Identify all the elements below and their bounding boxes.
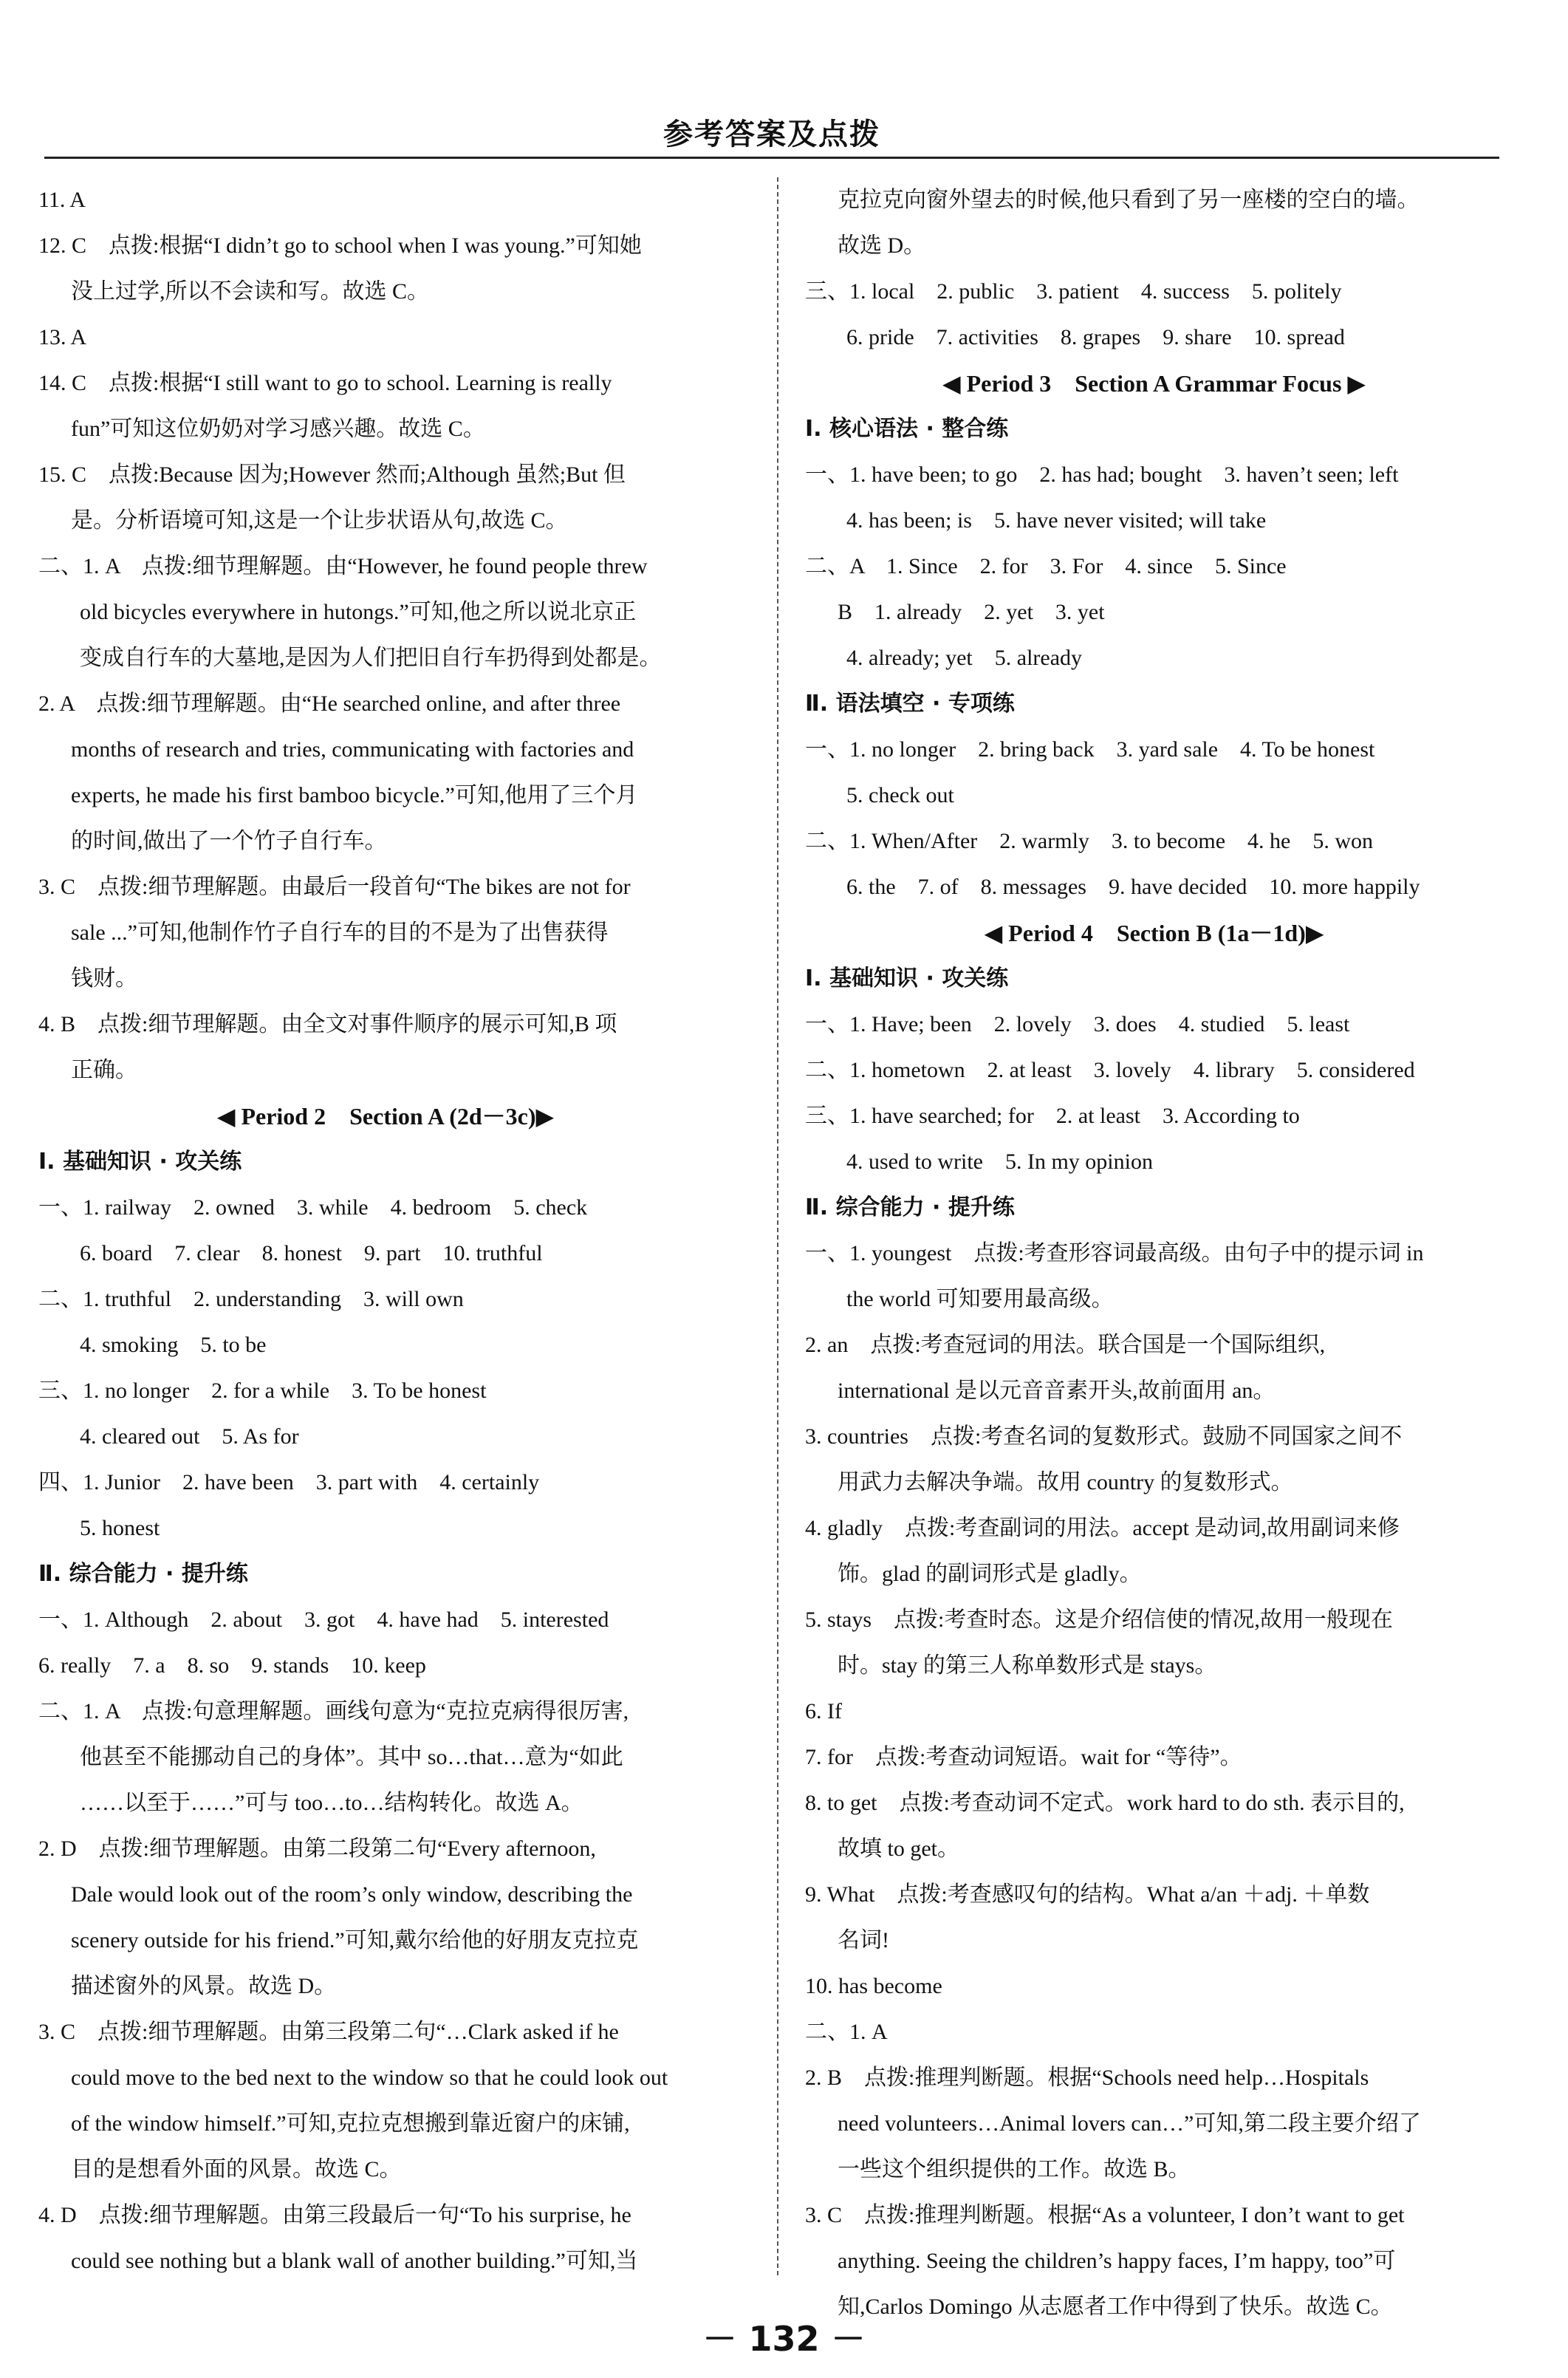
header-rule — [44, 157, 1499, 159]
period-heading: ◀ Period 2 Section A (2d－3c)▶ — [216, 1103, 555, 1130]
answer-line: 2. A 点拨:细节理解题。由“He searched online, and after three — [38, 691, 621, 716]
answer-line: fun”可知这位奶奶对学习感兴趣。故选 C。 — [71, 417, 485, 441]
answer-line: 12. C 点拨:根据“I didn’t go to school when I was young.”可知她 — [38, 233, 642, 258]
answer-line: 名词! — [838, 1928, 889, 1952]
period-heading: ◀ Period 3 Section A Grammar Focus ▶ — [942, 370, 1366, 397]
answer-line: months of research and tries, communicating with factories and — [71, 737, 634, 762]
answer-line: 一、1. no longer 2. bring back 3. yard sale 4. To be honest — [805, 737, 1375, 762]
answer-line: 一、1. railway 2. owned 3. while 4. bedroom 5. check — [38, 1195, 588, 1220]
answer-line: could see nothing but a blank wall of another building.”可知,当 — [71, 2249, 638, 2273]
answer-line: 二、1. hometown 2. at least 3. lovely 4. library 5. considered — [805, 1058, 1415, 1082]
section-heading: Ⅰ. 基础知识 · 攻关练 — [805, 966, 1009, 991]
answer-line: 正确。 — [71, 1058, 137, 1082]
answer-line: 4. smoking 5. to be — [80, 1333, 267, 1357]
answer-line: could move to the bed next to the window so that he could look out — [71, 2066, 668, 2090]
answer-line: scenery outside for his friend.”可知,戴尔给他的好朋友克拉克 — [71, 1928, 639, 1952]
right-column — [805, 177, 1503, 2319]
answer-line: 5. stays 点拨:考查时态。这是介绍信使的情况,故用一般现在 — [805, 1607, 1393, 1632]
answer-line: 3. C 点拨:推理判断题。根据“As a volunteer, I don’t want to get — [805, 2203, 1405, 2227]
answer-line: 14. C 点拨:根据“I still want to go to school. Learning is really — [38, 371, 612, 395]
answer-line: 10. has become — [805, 1974, 942, 1998]
section-heading: Ⅱ. 综合能力 · 提升练 — [38, 1561, 248, 1587]
answer-line: 四、1. Junior 2. have been 3. part with 4. certainly — [38, 1470, 540, 1494]
page-number: － 132 － — [702, 2319, 866, 2359]
answer-line: 故填 to get。 — [838, 1837, 959, 1861]
answer-line: 钱财。 — [71, 966, 137, 991]
answer-line: 二、1. A 点拨:句意理解题。画线句意为“克拉克病得很厉害, — [38, 1699, 629, 1723]
answer-line: 2. an 点拨:考查冠词的用法。联合国是一个国际组织, — [805, 1333, 1326, 1357]
answer-line: 二、A 1. Since 2. for 3. For 4. since 5. Since — [805, 554, 1287, 578]
answer-line: 是。分析语境可知,这是一个让步状语从句,故选 C。 — [71, 508, 568, 533]
answer-line: 描述窗外的风景。故选 D。 — [71, 1974, 337, 1998]
answer-line: 用武力去解决争端。故用 country 的复数形式。 — [838, 1470, 1293, 1494]
answer-line: 一些这个组织提供的工作。故选 B。 — [838, 2157, 1191, 2181]
answer-line: 三、1. have searched; for 2. at least 3. According to — [805, 1104, 1300, 1128]
answer-line: 时。stay 的第三人称单数形式是 stays。 — [838, 1653, 1217, 1678]
answer-line: 目的是想看外面的风景。故选 C。 — [71, 2157, 402, 2181]
answer-line: 4. B 点拨:细节理解题。由全文对事件顺序的展示可知,B 项 — [38, 1012, 617, 1036]
answer-line: 二、1. A 点拨:细节理解题。由“However, he found people threw — [38, 554, 648, 578]
column-divider — [777, 177, 778, 2275]
answer-line: 克拉克向窗外望去的时候,他只看到了另一座楼的空白的墙。 — [838, 188, 1420, 212]
answer-line: old bicycles everywhere in hutongs.”可知,他之所以说北京正 — [80, 600, 637, 624]
answer-line: 一、1. Although 2. about 3. got 4. have had 5. interested — [38, 1607, 609, 1632]
answer-line: sale ...”可知,他制作竹子自行车的目的不是为了出售获得 — [71, 920, 609, 945]
section-heading: Ⅰ. 核心语法 · 整合练 — [805, 416, 1009, 442]
answer-line: 6. board 7. clear 8. honest 9. part 10. truthful — [80, 1241, 543, 1265]
answer-line: 6. really 7. a 8. so 9. stands 10. keep — [38, 1653, 426, 1678]
answer-line: 4. D 点拨:细节理解题。由第三段最后一句“To his surprise, he — [38, 2203, 631, 2227]
answer-line: the world 可知要用最高级。 — [846, 1287, 1114, 1311]
answer-line: 6. the 7. of 8. messages 9. have decided 10. more happily — [846, 875, 1420, 899]
answer-line: 4. used to write 5. In my opinion — [846, 1149, 1153, 1174]
answer-line: 3. C 点拨:细节理解题。由第三段第二句“…Clark asked if he — [38, 2020, 619, 2044]
period-heading: ◀ Period 4 Section B (1a－1d)▶ — [984, 920, 1324, 946]
answer-line: 3. countries 点拨:考查名词的复数形式。鼓励不同国家之间不 — [805, 1424, 1403, 1449]
answer-line: 13. A — [38, 325, 87, 349]
answer-line: 二、1. When/After 2. warmly 3. to become 4. he 5. won — [805, 829, 1373, 853]
answer-line: 3. C 点拨:细节理解题。由最后一段首句“The bikes are not for — [38, 875, 631, 899]
answer-line: 变成自行车的大墓地,是因为人们把旧自行车扔得到处都是。 — [80, 646, 662, 670]
answer-line: 2. B 点拨:推理判断题。根据“Schools need help…Hospitals — [805, 2066, 1369, 2090]
answer-line: 故选 D。 — [838, 233, 926, 258]
answer-line: ……以至于……”可与 too…to…结构转化。故选 A。 — [80, 1791, 583, 1815]
answer-line: 6. If — [805, 1699, 842, 1723]
answer-line: 三、1. no longer 2. for a while 3. To be honest — [38, 1378, 487, 1403]
answer-line: 4. has been; is 5. have never visited; will take — [846, 508, 1267, 533]
section-heading: Ⅱ. 综合能力 · 提升练 — [805, 1195, 1015, 1220]
answer-line: 4. already; yet 5. already — [846, 646, 1083, 670]
answer-line: international 是以元音音素开头,故前面用 an。 — [838, 1378, 1276, 1403]
answer-line: of the window himself.”可知,克拉克想搬到靠近窗户的床铺, — [71, 2111, 630, 2136]
answer-line: 二、1. A — [805, 2020, 888, 2044]
answer-line: 4. cleared out 5. As for — [80, 1424, 299, 1449]
answer-line: 7. for 点拨:考查动词短语。wait for “等待”。 — [805, 1745, 1242, 1769]
answer-line: 2. D 点拨:细节理解题。由第二段第二句“Every afternoon, — [38, 1837, 596, 1861]
left-column — [38, 177, 733, 2283]
section-heading: Ⅰ. 基础知识 · 攻关练 — [38, 1149, 242, 1175]
answer-line: 5. honest — [80, 1516, 160, 1540]
answer-line: 三、1. local 2. public 3. patient 4. success 5. politely — [805, 279, 1342, 304]
answer-line: B 1. already 2. yet 3. yet — [838, 600, 1105, 624]
answer-line: experts, he made his first bamboo bicycle.”可知,他用了三个月 — [71, 783, 638, 807]
answer-line: 11. A — [38, 188, 86, 212]
answer-line: 二、1. truthful 2. understanding 3. will own — [38, 1287, 464, 1311]
answer-line: 没上过学,所以不会读和写。故选 C。 — [71, 279, 430, 304]
answer-line: 一、1. Have; been 2. lovely 3. does 4. studied 5. least — [805, 1012, 1350, 1036]
answer-line: 知,Carlos Domingo 从志愿者工作中得到了快乐。故选 C。 — [838, 2295, 1393, 2319]
answer-line: 他甚至不能挪动自己的身体”。其中 so…that…意为“如此 — [80, 1745, 623, 1769]
answer-line: 8. to get 点拨:考查动词不定式。work hard to do sth. 表示目的, — [805, 1791, 1405, 1815]
answer-line: 饰。glad 的副词形式是 gladly。 — [838, 1562, 1142, 1586]
answer-line: anything. Seeing the children’s happy faces, I’m happy, too”可 — [838, 2249, 1396, 2273]
answer-line: 6. pride 7. activities 8. grapes 9. share 10. spread — [846, 325, 1345, 349]
answer-line: Dale would look out of the room’s only window, describing the — [71, 1882, 633, 1907]
answer-line: need volunteers…Animal lovers can…”可知,第二段主要介绍了 — [838, 2111, 1421, 2136]
answer-line: 一、1. have been; to go 2. has had; bought 3. haven’t seen; left — [805, 462, 1399, 487]
answer-line: 4. gladly 点拨:考查副词的用法。accept 是动词,故用副词来修 — [805, 1516, 1400, 1540]
section-heading: Ⅱ. 语法填空 · 专项练 — [805, 691, 1015, 717]
answer-line: 15. C 点拨:Because 因为;However 然而;Although 虽然;But 但 — [38, 462, 626, 487]
answer-line: 9. What 点拨:考查感叹句的结构。What a/an ＋adj. ＋单数 — [805, 1882, 1370, 1907]
answer-line: 的时间,做出了一个竹子自行车。 — [71, 829, 387, 853]
answer-line: 一、1. youngest 点拨:考查形容词最高级。由句子中的提示词 in — [805, 1241, 1424, 1265]
answer-line: 5. check out — [846, 783, 954, 807]
page-header-title: 参考答案及点拨 — [663, 117, 880, 151]
